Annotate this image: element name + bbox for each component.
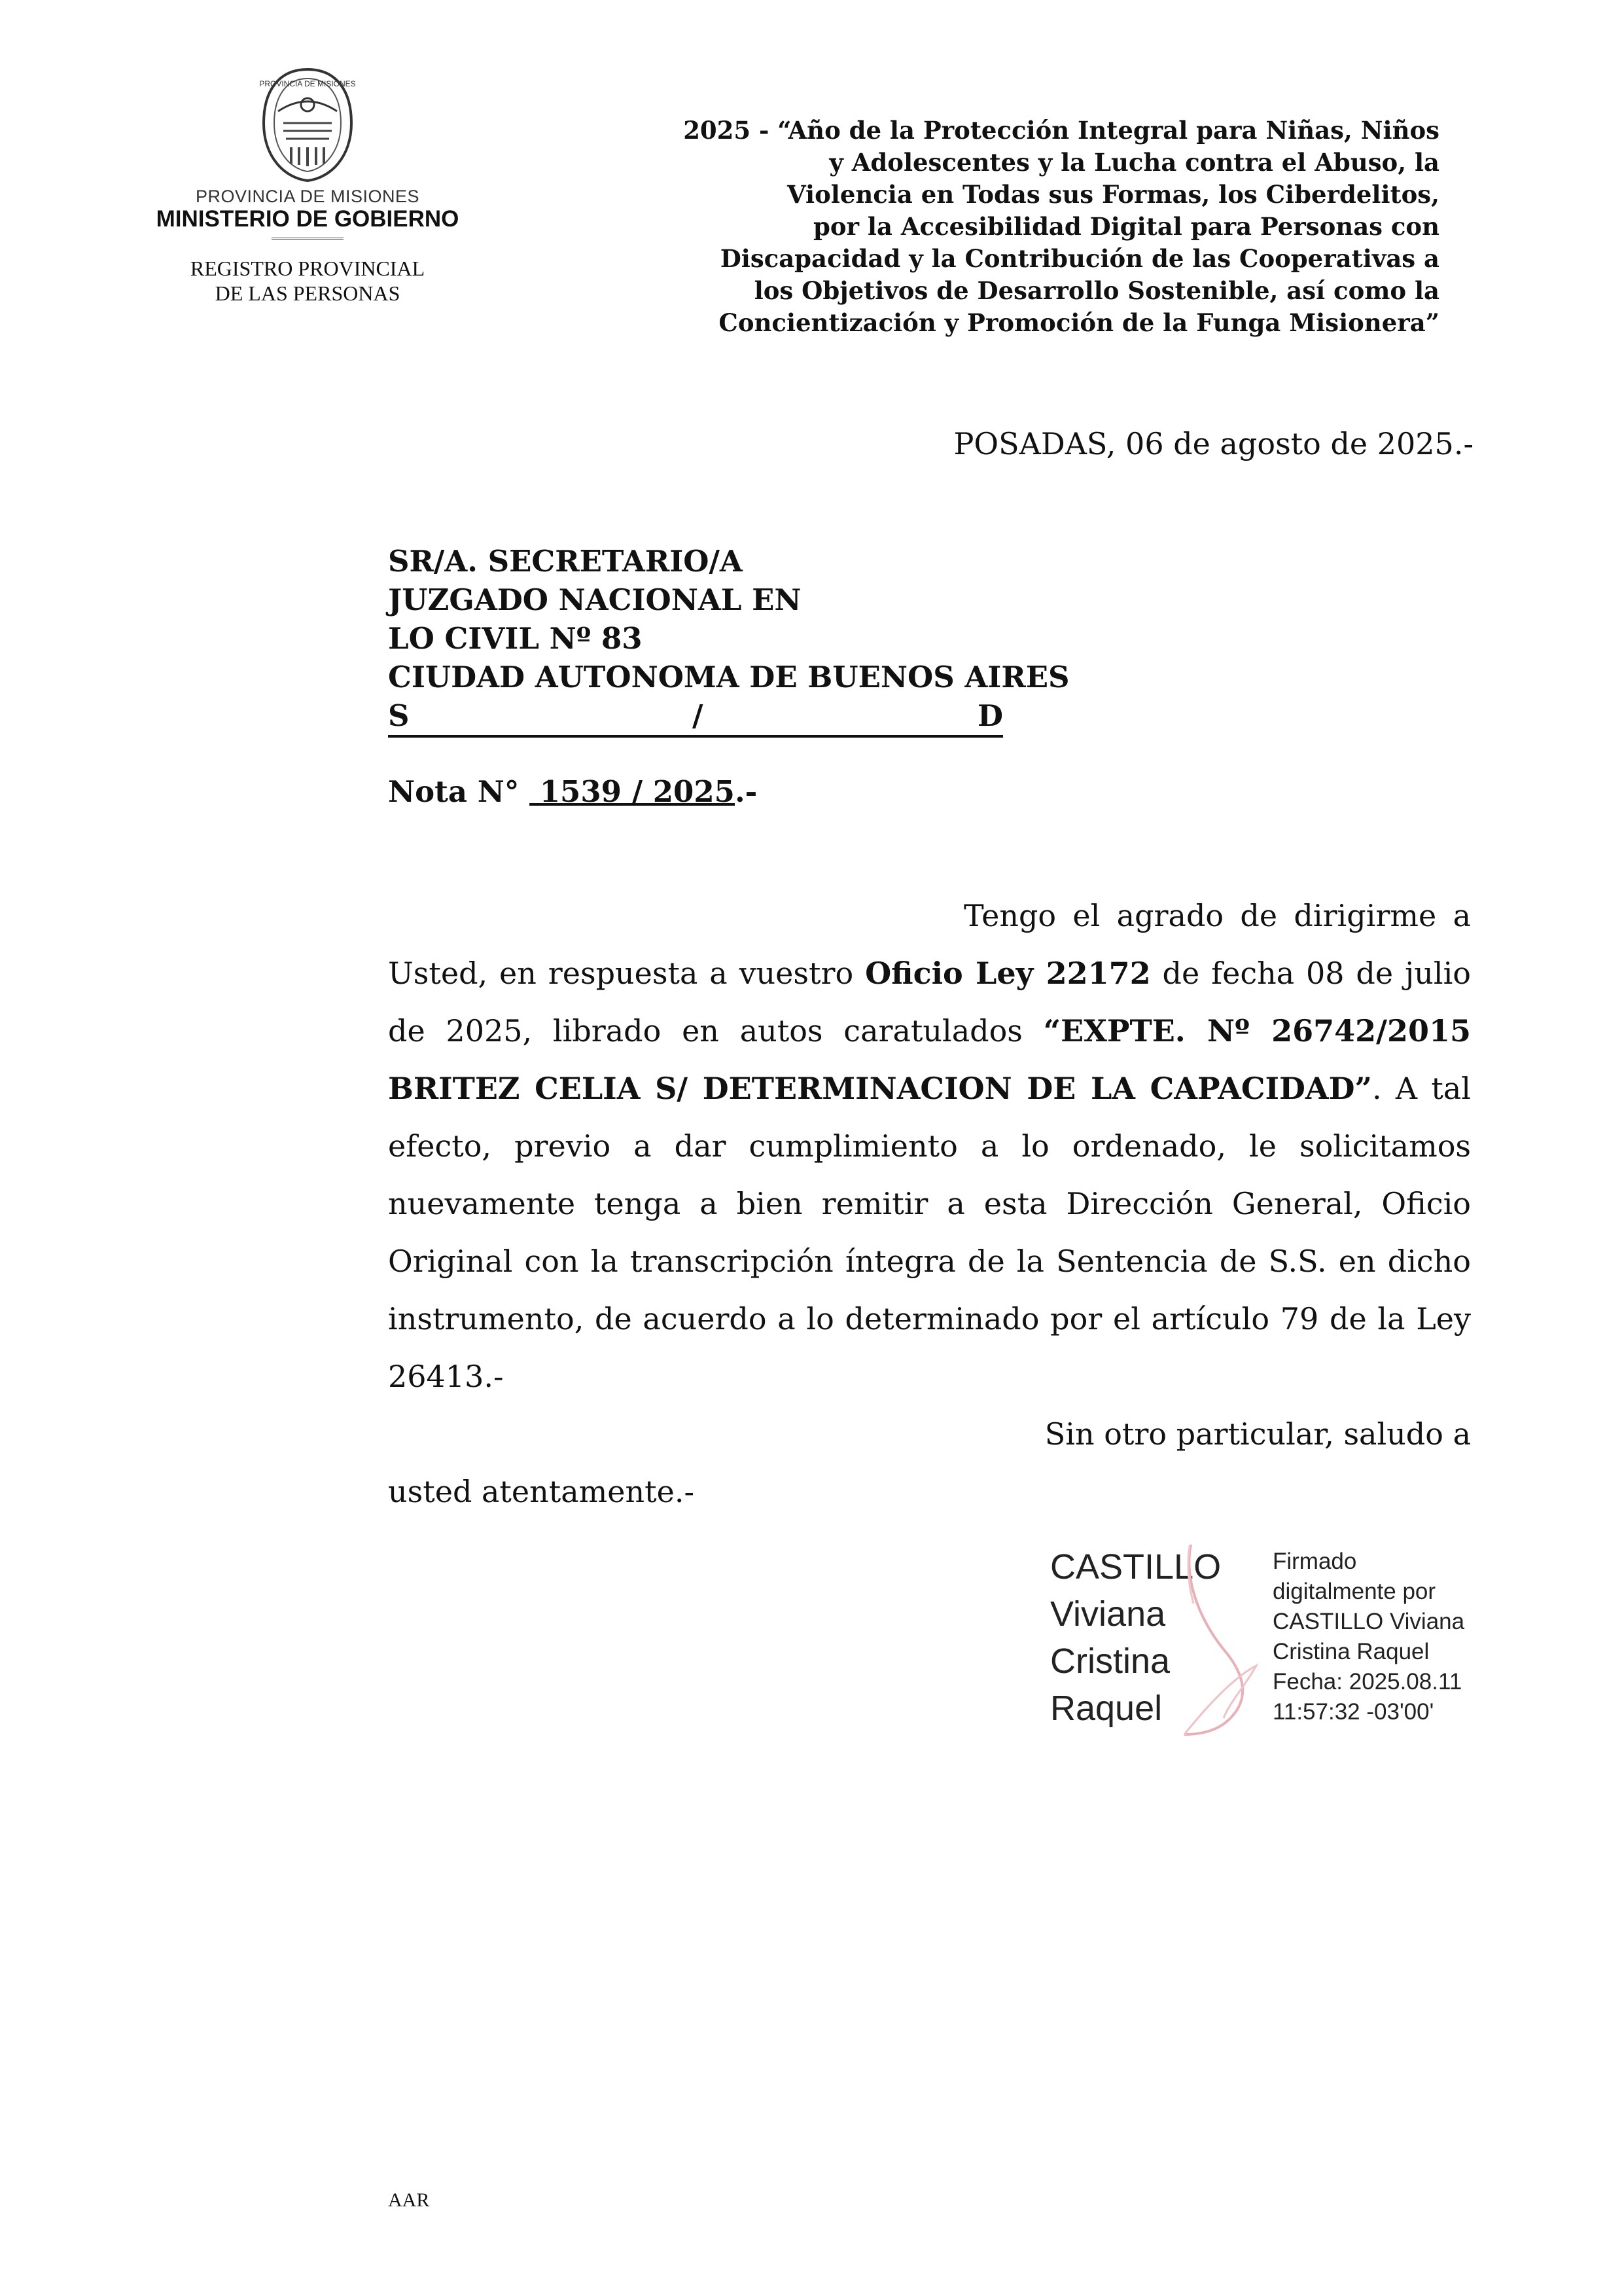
- sd-slash: /: [692, 698, 703, 733]
- addressee-line: SR/A. SECRETARIO/A: [388, 544, 743, 579]
- sd-d: D: [977, 698, 1003, 733]
- provincial-crest-icon: [252, 65, 363, 183]
- motto-line: Discapacidad y la Contribución de las Cooperativas a: [720, 244, 1439, 273]
- signer-name-line: Viviana: [1050, 1594, 1166, 1634]
- motto-line: los Objetivos de Desarrollo Sostenible, así como la: [754, 276, 1439, 305]
- motto-line: Violencia en Todas sus Formas, los Ciberdelitos,: [786, 180, 1439, 209]
- ministry-name: MINISTERIO DE GOBIERNO: [156, 206, 459, 232]
- signature-info-line: Firmado: [1273, 1549, 1357, 1574]
- body-paragraph: [388, 887, 1471, 1405]
- note-suffix: .-: [735, 774, 758, 809]
- salutation-sd-line: [388, 696, 1003, 738]
- signature-info-line: Cristina Raquel: [1273, 1639, 1430, 1664]
- motto-line: 2025 - “Año de la Protección Integral para Niñas, Niños: [683, 116, 1439, 145]
- typist-initials: AAR: [388, 2189, 430, 2211]
- crest-lettering: PROVINCIA DE MISIONES: [259, 79, 356, 88]
- closing-line: usted atentamente.-: [388, 1474, 695, 1509]
- body-text: Tengo el agrado de dirigirme a Usted, en respuesta a vuestro: [388, 898, 1471, 991]
- body-text: . A tal efecto, previo a dar cumplimiento a lo ordenado, le solicitamos nuevamente tenga a bien remitir a esta Dirección General, Oficio Original con la transcripción íntegra de la Sentencia de S.S. en dicho instrumento, de acuerdo a lo determinado por el artículo 79 de la Ley 26413.-: [388, 1071, 1471, 1394]
- addressee-line: CIUDAD AUTONOMA DE BUENOS AIRES: [388, 660, 1070, 694]
- case-title: “EXPTE. Nº 26742/2015 BRITEZ CELIA S/ DETERMINACION DE LA CAPACIDAD”: [388, 1013, 1472, 1106]
- closing-line: Sin otro particular, saludo a: [1044, 1416, 1471, 1452]
- motto-line: y Adolescentes y la Lucha contra el Abuso, la: [829, 148, 1439, 177]
- signature-info-line: digitalmente por: [1273, 1579, 1436, 1604]
- body-text-bold: Oficio Ley 22172: [865, 956, 1151, 991]
- letter-body: [388, 887, 1471, 1520]
- signature-info-line: Fecha: 2025.08.11: [1273, 1669, 1462, 1695]
- signer-name-line: Raquel: [1050, 1689, 1163, 1728]
- ministry-block: [144, 187, 471, 306]
- motto-line: por la Accesibilidad Digital para Personas con: [813, 212, 1439, 241]
- signer-name-line: Cristina: [1050, 1641, 1171, 1681]
- note-number: [388, 772, 757, 811]
- divider: [272, 238, 344, 242]
- year-motto: [589, 115, 1439, 339]
- body-text: de fecha 08 de julio de 2025, librado en autos caratulados: [388, 956, 1471, 1049]
- addressee-line: JUZGADO NACIONAL EN: [388, 583, 802, 617]
- registry-name-line2: DE LAS PERSONAS: [215, 281, 400, 305]
- motto-line: Concientización y Promoción de la Funga Misionera”: [718, 308, 1439, 337]
- letter-date: POSADAS, 06 de agosto de 2025.-: [953, 426, 1474, 461]
- signer-name-line: CASTILLO: [1050, 1547, 1222, 1587]
- digital-signature-mark-icon: [1171, 1538, 1263, 1741]
- note-prefix: Nota N°: [388, 774, 530, 809]
- addressee-line: LO CIVIL Nº 83: [388, 621, 643, 656]
- digital-signature-info: [1273, 1547, 1464, 1727]
- province-name: PROVINCIA DE MISIONES: [195, 187, 420, 206]
- addressee-block: [388, 542, 1070, 738]
- note-number-value: 1539 / 2025: [529, 774, 735, 809]
- signature-info-line: CASTILLO Viviana: [1273, 1609, 1465, 1634]
- signature-info-line: 11:57:32 -03'00': [1273, 1699, 1434, 1725]
- sd-s: S: [388, 698, 410, 733]
- registry-name-line1: REGISTRO PROVINCIAL: [190, 257, 425, 280]
